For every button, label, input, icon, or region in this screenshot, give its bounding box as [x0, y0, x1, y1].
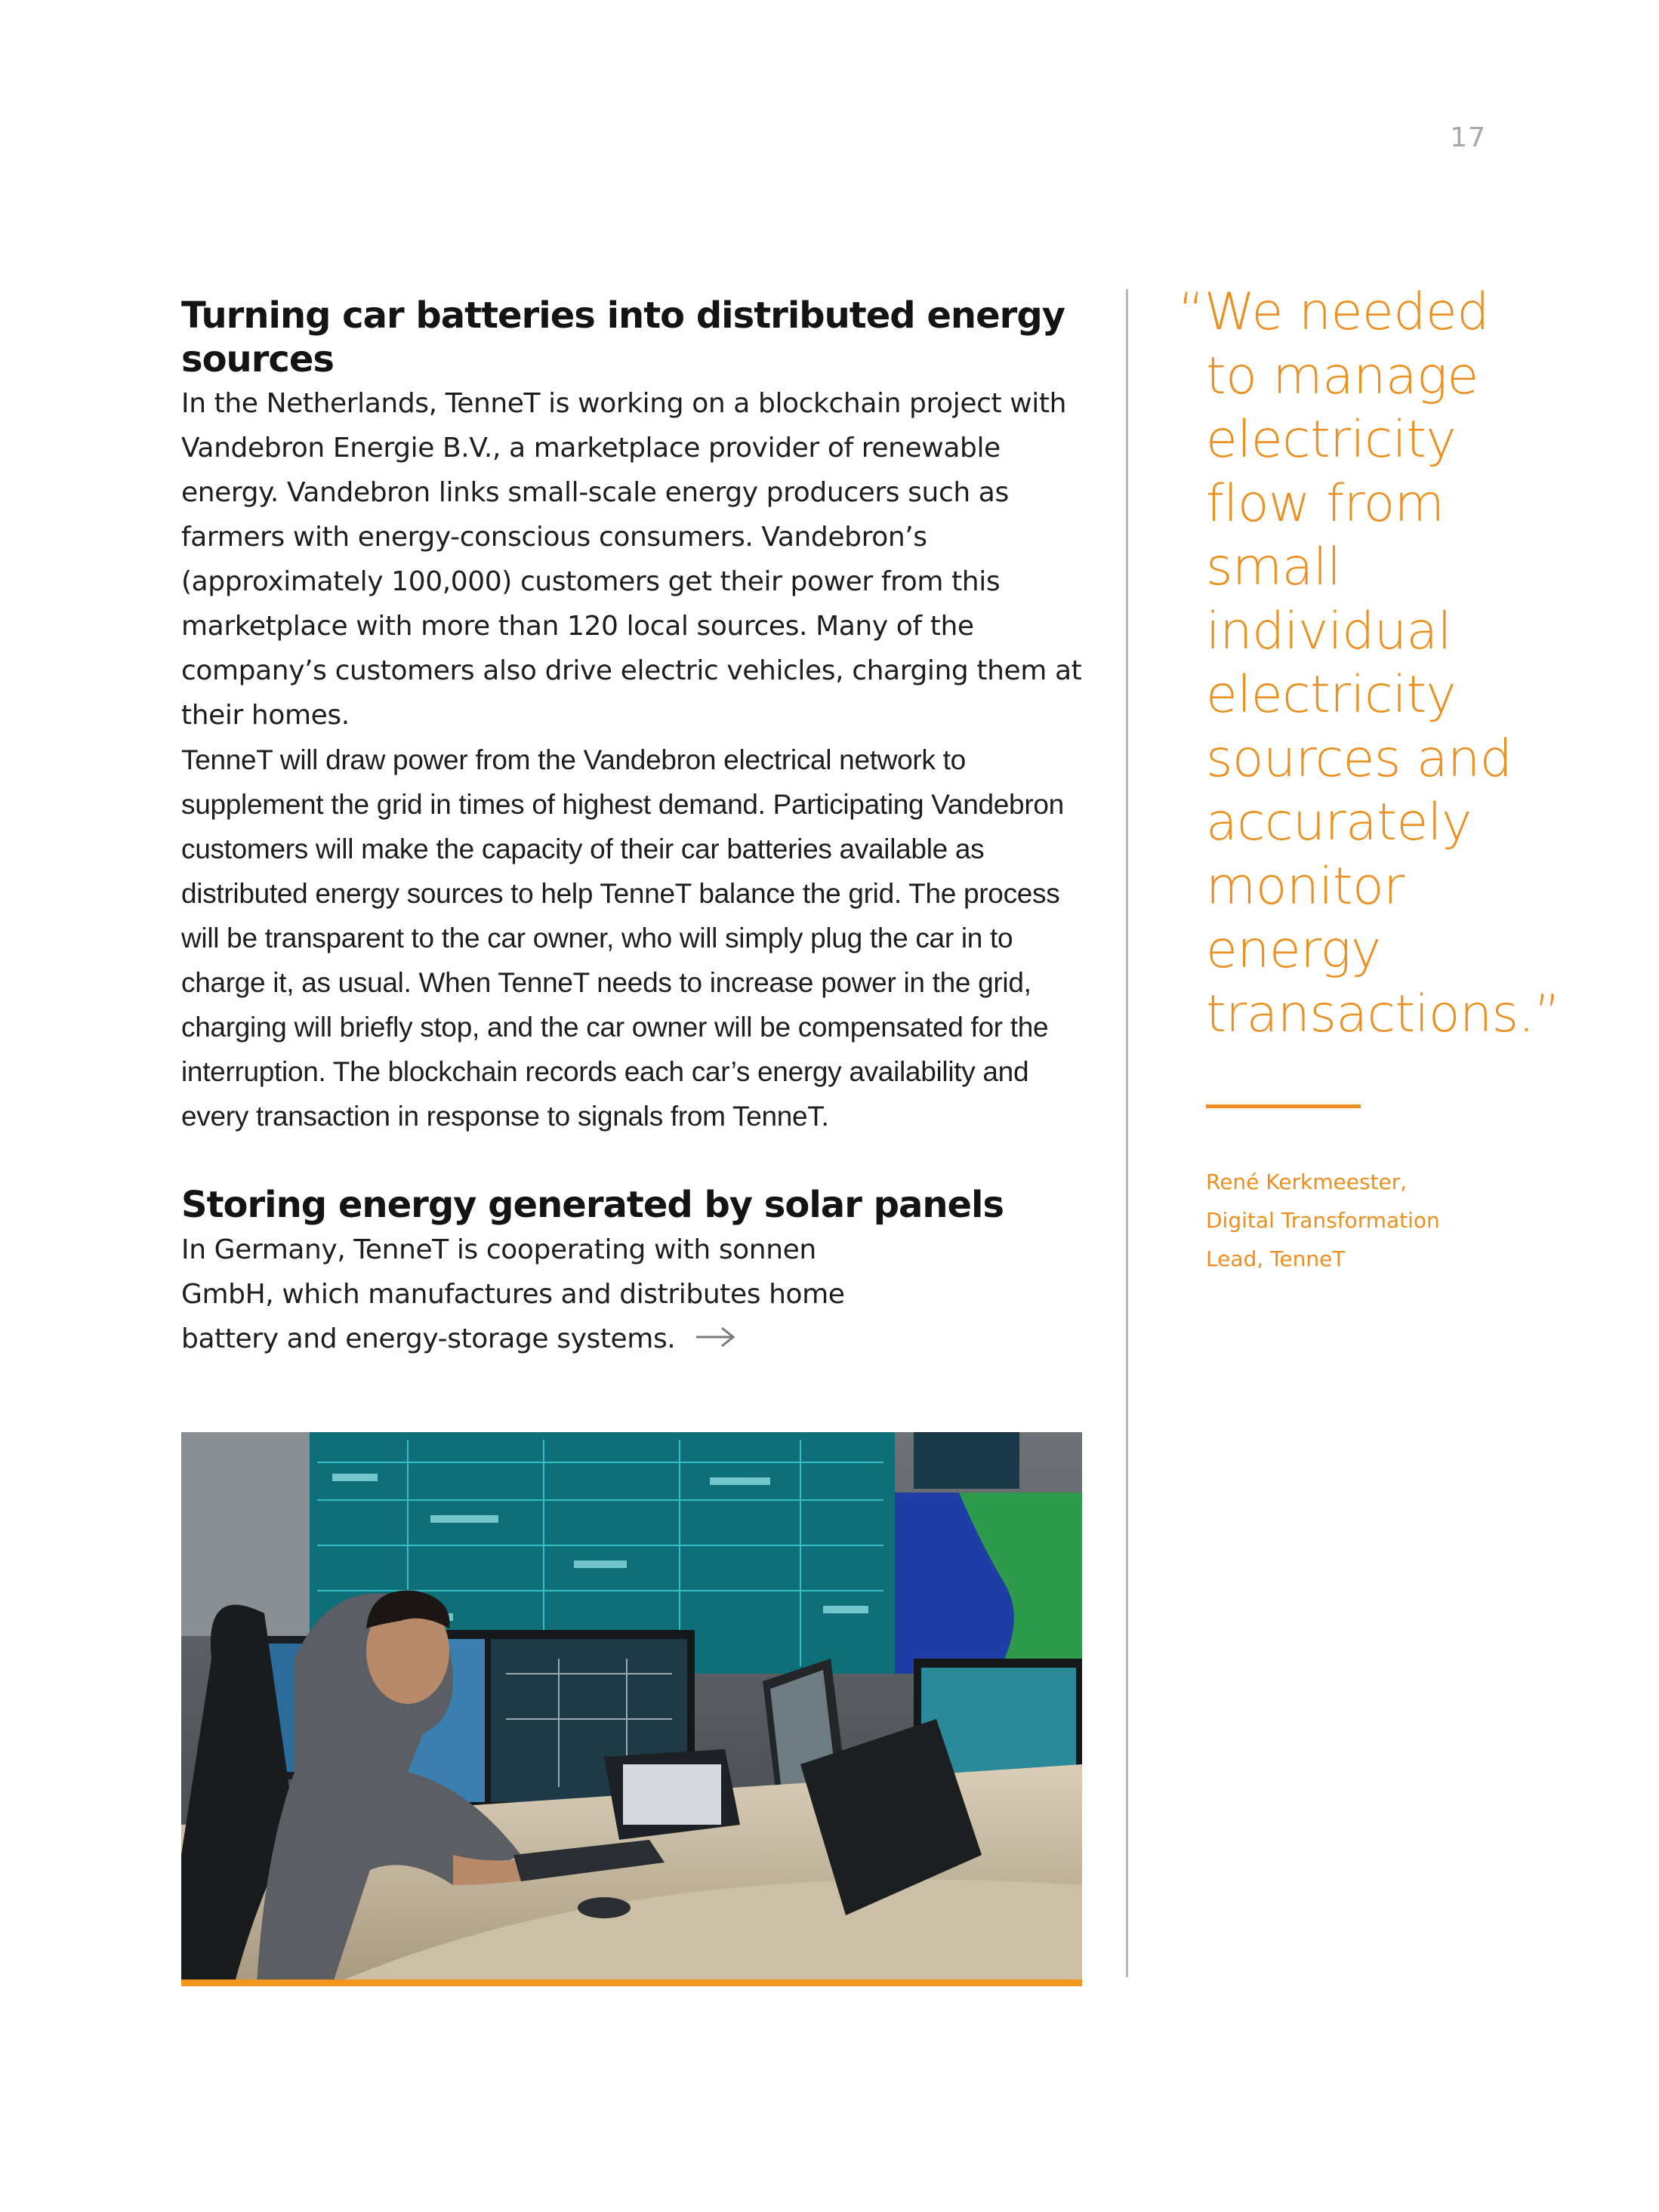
pull-quote-line: accurately	[1206, 793, 1472, 852]
photo-accent-bar	[181, 1979, 1082, 1986]
paragraph-germany: In Germany, TenneT is cooperating with sonnen GmbH, which manufactures and distributes home battery and energy-storage systems.	[181, 1234, 845, 1354]
pull-quote-line: “We needed	[1178, 282, 1489, 342]
pull-quote-line: monitor	[1206, 856, 1405, 917]
pull-quote-line: transactions.”	[1206, 984, 1561, 1044]
pull-quote-line: electricity	[1206, 410, 1457, 470]
quote-attribution	[1206, 1163, 1553, 1278]
section-body-car-batteries	[181, 381, 1084, 1138]
pull-quote-line: flow from	[1206, 473, 1445, 534]
quote-rule	[1206, 1104, 1361, 1108]
column-divider	[1126, 289, 1128, 1977]
paragraph-tennet-draw-power: TenneT will draw power from the Vandebron electrical network to supplement the grid in times of highest demand. Participating Vandebron customers will make the capacity of their car batteries available as distributed energy sources to help TenneT balance the grid. The process will be transparent to the car owner, who will simply plug the car in to charge it, as usual. When TenneT needs to increase power in the grid, charging will briefly stop, and the car owner will be compensated for the interruption. The blockchain records each car’s energy availability and every transaction in response to signals from TenneT.	[181, 744, 1064, 1132]
section-heading-solar-storage: Storing energy generated by solar panels	[181, 1184, 1004, 1227]
arrow-right-icon[interactable]	[695, 1317, 735, 1362]
attribution-title: Digital Transformation	[1206, 1208, 1440, 1233]
pull-quote-line: electricity	[1206, 665, 1457, 725]
control-room-photo	[181, 1432, 1082, 1985]
attribution-name: René Kerkmeester,	[1206, 1169, 1408, 1194]
pull-quote-line: to manage	[1206, 346, 1479, 406]
pull-quote-line: individual	[1206, 601, 1452, 661]
main-column	[181, 294, 1084, 1362]
pull-quote	[1178, 281, 1571, 1046]
attribution-title-cont: Lead, TenneT	[1206, 1246, 1346, 1271]
section-heading-car-batteries: Turning car batteries into distributed energy sources	[181, 294, 1065, 380]
pull-quote-line: sources and	[1206, 729, 1513, 789]
pull-quote-line: energy	[1206, 920, 1381, 980]
section-body-solar-storage	[181, 1228, 1084, 1363]
pull-quote-line: small	[1206, 538, 1341, 597]
paragraph-netherlands: In the Netherlands, TenneT is working on a blockchain project with Vandebron Energie B.V., a marketplace provider of renewable energy. Vandebron links small-scale energy producers such as farmers with energy-conscious consumers. Vandebron’s (approximately 100,000) customers get their power from this marketplace with more than 120 local sources. Many of the company’s customers also drive electric vehicles, charging them at their homes.	[181, 388, 1082, 732]
page-number: 17	[1450, 122, 1486, 153]
